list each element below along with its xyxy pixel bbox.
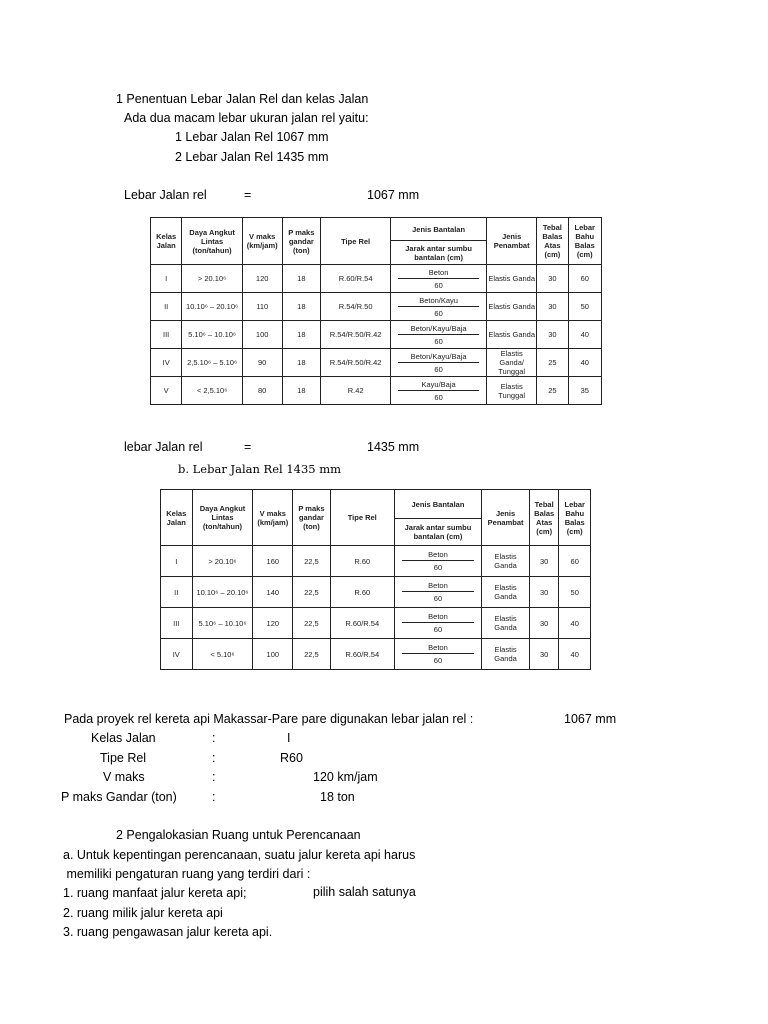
- cell-bantalan-type: Beton: [398, 268, 479, 279]
- cell-daya: 2,5.10⁶ – 5.10⁶: [182, 349, 243, 377]
- cell-v: 140: [253, 577, 293, 608]
- table-row: [151, 293, 602, 321]
- cell-bantalan-type: Beton/Kayu/Baja: [398, 324, 479, 335]
- th-jarak: Jarak antar sumbu bantalan (cm): [391, 241, 487, 265]
- cell-p: 18: [282, 265, 321, 293]
- cell-v: 120: [253, 608, 293, 639]
- th-penambat: Jenis Penambat: [487, 218, 537, 265]
- cell-bantalan-type: Beton: [402, 581, 474, 592]
- cell-tebal: 25: [537, 349, 568, 377]
- cell-tebal: 30: [537, 321, 568, 349]
- cell-p: 22,5: [293, 639, 331, 670]
- th2-tipe: Tipe Rel: [330, 490, 394, 546]
- cell-bantalan-type: Beton/Kayu/Baja: [398, 352, 479, 363]
- th-p: P maks gandar (ton): [282, 218, 321, 265]
- cell-p: 22,5: [293, 546, 331, 577]
- th2-jarak: Jarak antar sumbu bantalan (cm): [394, 519, 481, 546]
- cell-bantalan: [394, 546, 481, 577]
- cell-tebal: 25: [537, 377, 568, 405]
- gauge1-value: 1067 mm: [367, 188, 420, 202]
- cell-lebar: 50: [559, 577, 591, 608]
- project-colon-kelas: :: [212, 731, 216, 745]
- table-row: [151, 321, 602, 349]
- cell-v: 90: [242, 349, 282, 377]
- cell-penambat: Elastis Ganda/ Tunggal: [487, 349, 537, 377]
- cell-daya: < 5.10⁶: [192, 639, 253, 670]
- cell-kelas: III: [151, 321, 182, 349]
- gauge1-label: Lebar Jalan rel: [124, 188, 207, 202]
- gauge-item-2: 2 Lebar Jalan Rel 1435 mm: [175, 150, 329, 164]
- cell-tipe: R.60/R.54: [321, 265, 391, 293]
- cell-penambat: Elastis Tunggal: [487, 377, 537, 405]
- cell-daya: 10.10⁶ – 20.10⁶: [192, 577, 253, 608]
- cell-v: 100: [242, 321, 282, 349]
- cell-bantalan-type: Beton: [402, 612, 474, 623]
- th-kelas: Kelas Jalan: [151, 218, 182, 265]
- cell-kelas: II: [151, 293, 182, 321]
- cell-bantalan: [394, 639, 481, 670]
- cell-daya: > 20.10⁶: [182, 265, 243, 293]
- table-row: [161, 577, 591, 608]
- cell-daya: 10.10⁶ – 20.10⁶: [182, 293, 243, 321]
- project-label-pmaks: P maks Gandar (ton): [61, 790, 177, 804]
- project-label-vmaks: V maks: [103, 770, 145, 784]
- cell-penambat: Elastis Ganda: [487, 265, 537, 293]
- cell-lebar: 40: [568, 349, 601, 377]
- gauge-item-1: 1 Lebar Jalan Rel 1067 mm: [175, 130, 329, 144]
- cell-bantalan: [394, 608, 481, 639]
- cell-daya: > 20.10⁶: [192, 546, 253, 577]
- project-sentence-value: 1067 mm: [564, 712, 617, 726]
- cell-bantalan: [391, 349, 487, 377]
- cell-bantalan-type: Kayu/Baja: [398, 380, 479, 391]
- cell-kelas: I: [161, 546, 193, 577]
- section1-title: 1 Penentuan Lebar Jalan Rel dan kelas Jalan: [116, 92, 369, 106]
- project-label-tipe: Tipe Rel: [100, 751, 147, 765]
- th2-penambat: Jenis Penambat: [482, 490, 530, 546]
- section2-item-2: 2. ruang milik jalur kereta api: [63, 906, 223, 920]
- cell-bantalan-type: Beton: [402, 643, 474, 654]
- table-b-heading: b. Lebar Jalan Rel 1435 mm: [178, 462, 342, 476]
- cell-v: 110: [242, 293, 282, 321]
- table-row: [161, 546, 591, 577]
- th-tebal: Tebal Balas Atas (cm): [537, 218, 568, 265]
- cell-bantalan-type: Beton: [402, 550, 474, 561]
- cell-penambat: Elastis Ganda: [482, 546, 530, 577]
- th2-lebar: Lebar Bahu Balas (cm): [559, 490, 591, 546]
- gauge1-eq: =: [244, 188, 252, 202]
- cell-p: 18: [282, 377, 321, 405]
- cell-bantalan-jarak: 60: [434, 308, 443, 318]
- cell-p: 18: [282, 349, 321, 377]
- cell-lebar: 40: [559, 639, 591, 670]
- cell-kelas: IV: [161, 639, 193, 670]
- cell-lebar: 50: [568, 293, 601, 321]
- project-value-pmaks: 18 ton: [320, 790, 355, 804]
- cell-p: 22,5: [293, 608, 331, 639]
- cell-v: 100: [253, 639, 293, 670]
- th2-bantalan: Jenis Bantalan: [394, 490, 481, 519]
- cell-p: 22,5: [293, 577, 331, 608]
- cell-p: 18: [282, 321, 321, 349]
- cell-daya: 5.10⁶ – 10.10⁶: [182, 321, 243, 349]
- project-value-tipe: R60: [280, 751, 303, 765]
- gauge2-eq: =: [244, 440, 252, 454]
- project-label-kelas: Kelas Jalan: [91, 731, 156, 745]
- th-bantalan: Jenis Bantalan: [391, 218, 487, 241]
- section1-intro: Ada dua macam lebar ukuran jalan rel yaitu:: [124, 111, 369, 125]
- cell-tebal: 30: [529, 608, 558, 639]
- table-row: [161, 639, 591, 670]
- cell-tipe: R.54/R.50/R.42: [321, 321, 391, 349]
- cell-v: 160: [253, 546, 293, 577]
- section2-note: pilih salah satunya: [313, 885, 416, 899]
- cell-penambat: Elastis Ganda: [482, 639, 530, 670]
- table-row: [161, 608, 591, 639]
- cell-tebal: 30: [529, 639, 558, 670]
- cell-tipe: R.60: [330, 577, 394, 608]
- cell-penambat: Elastis Ganda: [482, 608, 530, 639]
- cell-bantalan-jarak: 60: [434, 392, 443, 402]
- cell-bantalan-jarak: 60: [434, 280, 443, 290]
- th2-kelas: Kelas Jalan: [161, 490, 193, 546]
- cell-bantalan: [391, 377, 487, 405]
- section2-line-a1: a. Untuk kepentingan perencanaan, suatu jalur kereta api harus: [63, 848, 416, 862]
- project-value-vmaks: 120 km/jam: [313, 770, 378, 784]
- th2-v: V maks (km/jam): [253, 490, 293, 546]
- cell-tipe: R.42: [321, 377, 391, 405]
- cell-tipe: R.60: [330, 546, 394, 577]
- cell-bantalan-jarak: 60: [433, 625, 443, 634]
- th2-daya: Daya Angkut Lintas (ton/tahun): [192, 490, 253, 546]
- section2-item-3: 3. ruang pengawasan jalur kereta api.: [63, 925, 273, 939]
- cell-kelas: II: [161, 577, 193, 608]
- cell-daya: 5.10⁶ – 10.10⁶: [192, 608, 253, 639]
- cell-bantalan: [391, 265, 487, 293]
- table-row: [151, 265, 602, 293]
- cell-tipe: R.54/R.50: [321, 293, 391, 321]
- th-v: V maks (km/jam): [242, 218, 282, 265]
- cell-bantalan-jarak: 60: [434, 364, 443, 374]
- cell-penambat: Elastis Ganda: [487, 293, 537, 321]
- cell-kelas: V: [151, 377, 182, 405]
- th-daya: Daya Angkut Lintas (ton/tahun): [182, 218, 243, 265]
- cell-bantalan-type: Beton/Kayu: [398, 296, 479, 307]
- cell-v: 120: [242, 265, 282, 293]
- th2-p: P maks gandar (ton): [293, 490, 331, 546]
- project-colon-pmaks: :: [212, 790, 216, 804]
- table-1435: [160, 489, 591, 670]
- cell-bantalan-jarak: 60: [433, 594, 443, 603]
- th2-tebal: Tebal Balas Atas (cm): [529, 490, 558, 546]
- gauge2-label: lebar Jalan rel: [124, 440, 203, 454]
- cell-daya: < 2,5.10⁶: [182, 377, 243, 405]
- th-tipe: Tipe Rel: [321, 218, 391, 265]
- cell-bantalan: [394, 577, 481, 608]
- section2-title: 2 Pengalokasian Ruang untuk Perencanaan: [116, 828, 361, 842]
- cell-kelas: IV: [151, 349, 182, 377]
- table-row: [151, 377, 602, 405]
- gauge2-value: 1435 mm: [367, 440, 420, 454]
- cell-p: 18: [282, 293, 321, 321]
- cell-lebar: 40: [568, 321, 601, 349]
- cell-tebal: 30: [529, 546, 558, 577]
- project-sentence: Pada proyek rel kereta api Makassar-Pare pare digunakan lebar jalan rel :: [64, 712, 474, 726]
- project-colon-tipe: :: [212, 751, 216, 765]
- cell-tipe: R.54/R.50/R.42: [321, 349, 391, 377]
- cell-bantalan-jarak: 60: [433, 656, 443, 665]
- cell-penambat: Elastis Ganda: [487, 321, 537, 349]
- cell-tipe: R.60/R.54: [330, 608, 394, 639]
- project-colon-vmaks: :: [212, 770, 216, 784]
- cell-lebar: 60: [559, 546, 591, 577]
- cell-v: 80: [242, 377, 282, 405]
- cell-lebar: 35: [568, 377, 601, 405]
- table-row: [151, 349, 602, 377]
- cell-kelas: III: [161, 608, 193, 639]
- cell-tipe: R.60/R.54: [330, 639, 394, 670]
- cell-penambat: Elastis Ganda: [482, 577, 530, 608]
- cell-lebar: 60: [568, 265, 601, 293]
- cell-bantalan: [391, 321, 487, 349]
- project-value-kelas: I: [287, 731, 291, 745]
- cell-tebal: 30: [537, 293, 568, 321]
- cell-tebal: 30: [537, 265, 568, 293]
- cell-bantalan-jarak: 60: [433, 563, 443, 572]
- table-1067: [150, 217, 602, 405]
- cell-bantalan-jarak: 60: [434, 336, 443, 346]
- th-lebar: Lebar Bahu Balas (cm): [568, 218, 601, 265]
- cell-lebar: 40: [559, 608, 591, 639]
- section2-item-1: 1. ruang manfaat jalur kereta api;: [63, 886, 247, 900]
- section2-line-a2: memiliki pengaturan ruang yang terdiri dari :: [63, 867, 311, 881]
- cell-kelas: I: [151, 265, 182, 293]
- cell-bantalan: [391, 293, 487, 321]
- cell-tebal: 30: [529, 577, 558, 608]
